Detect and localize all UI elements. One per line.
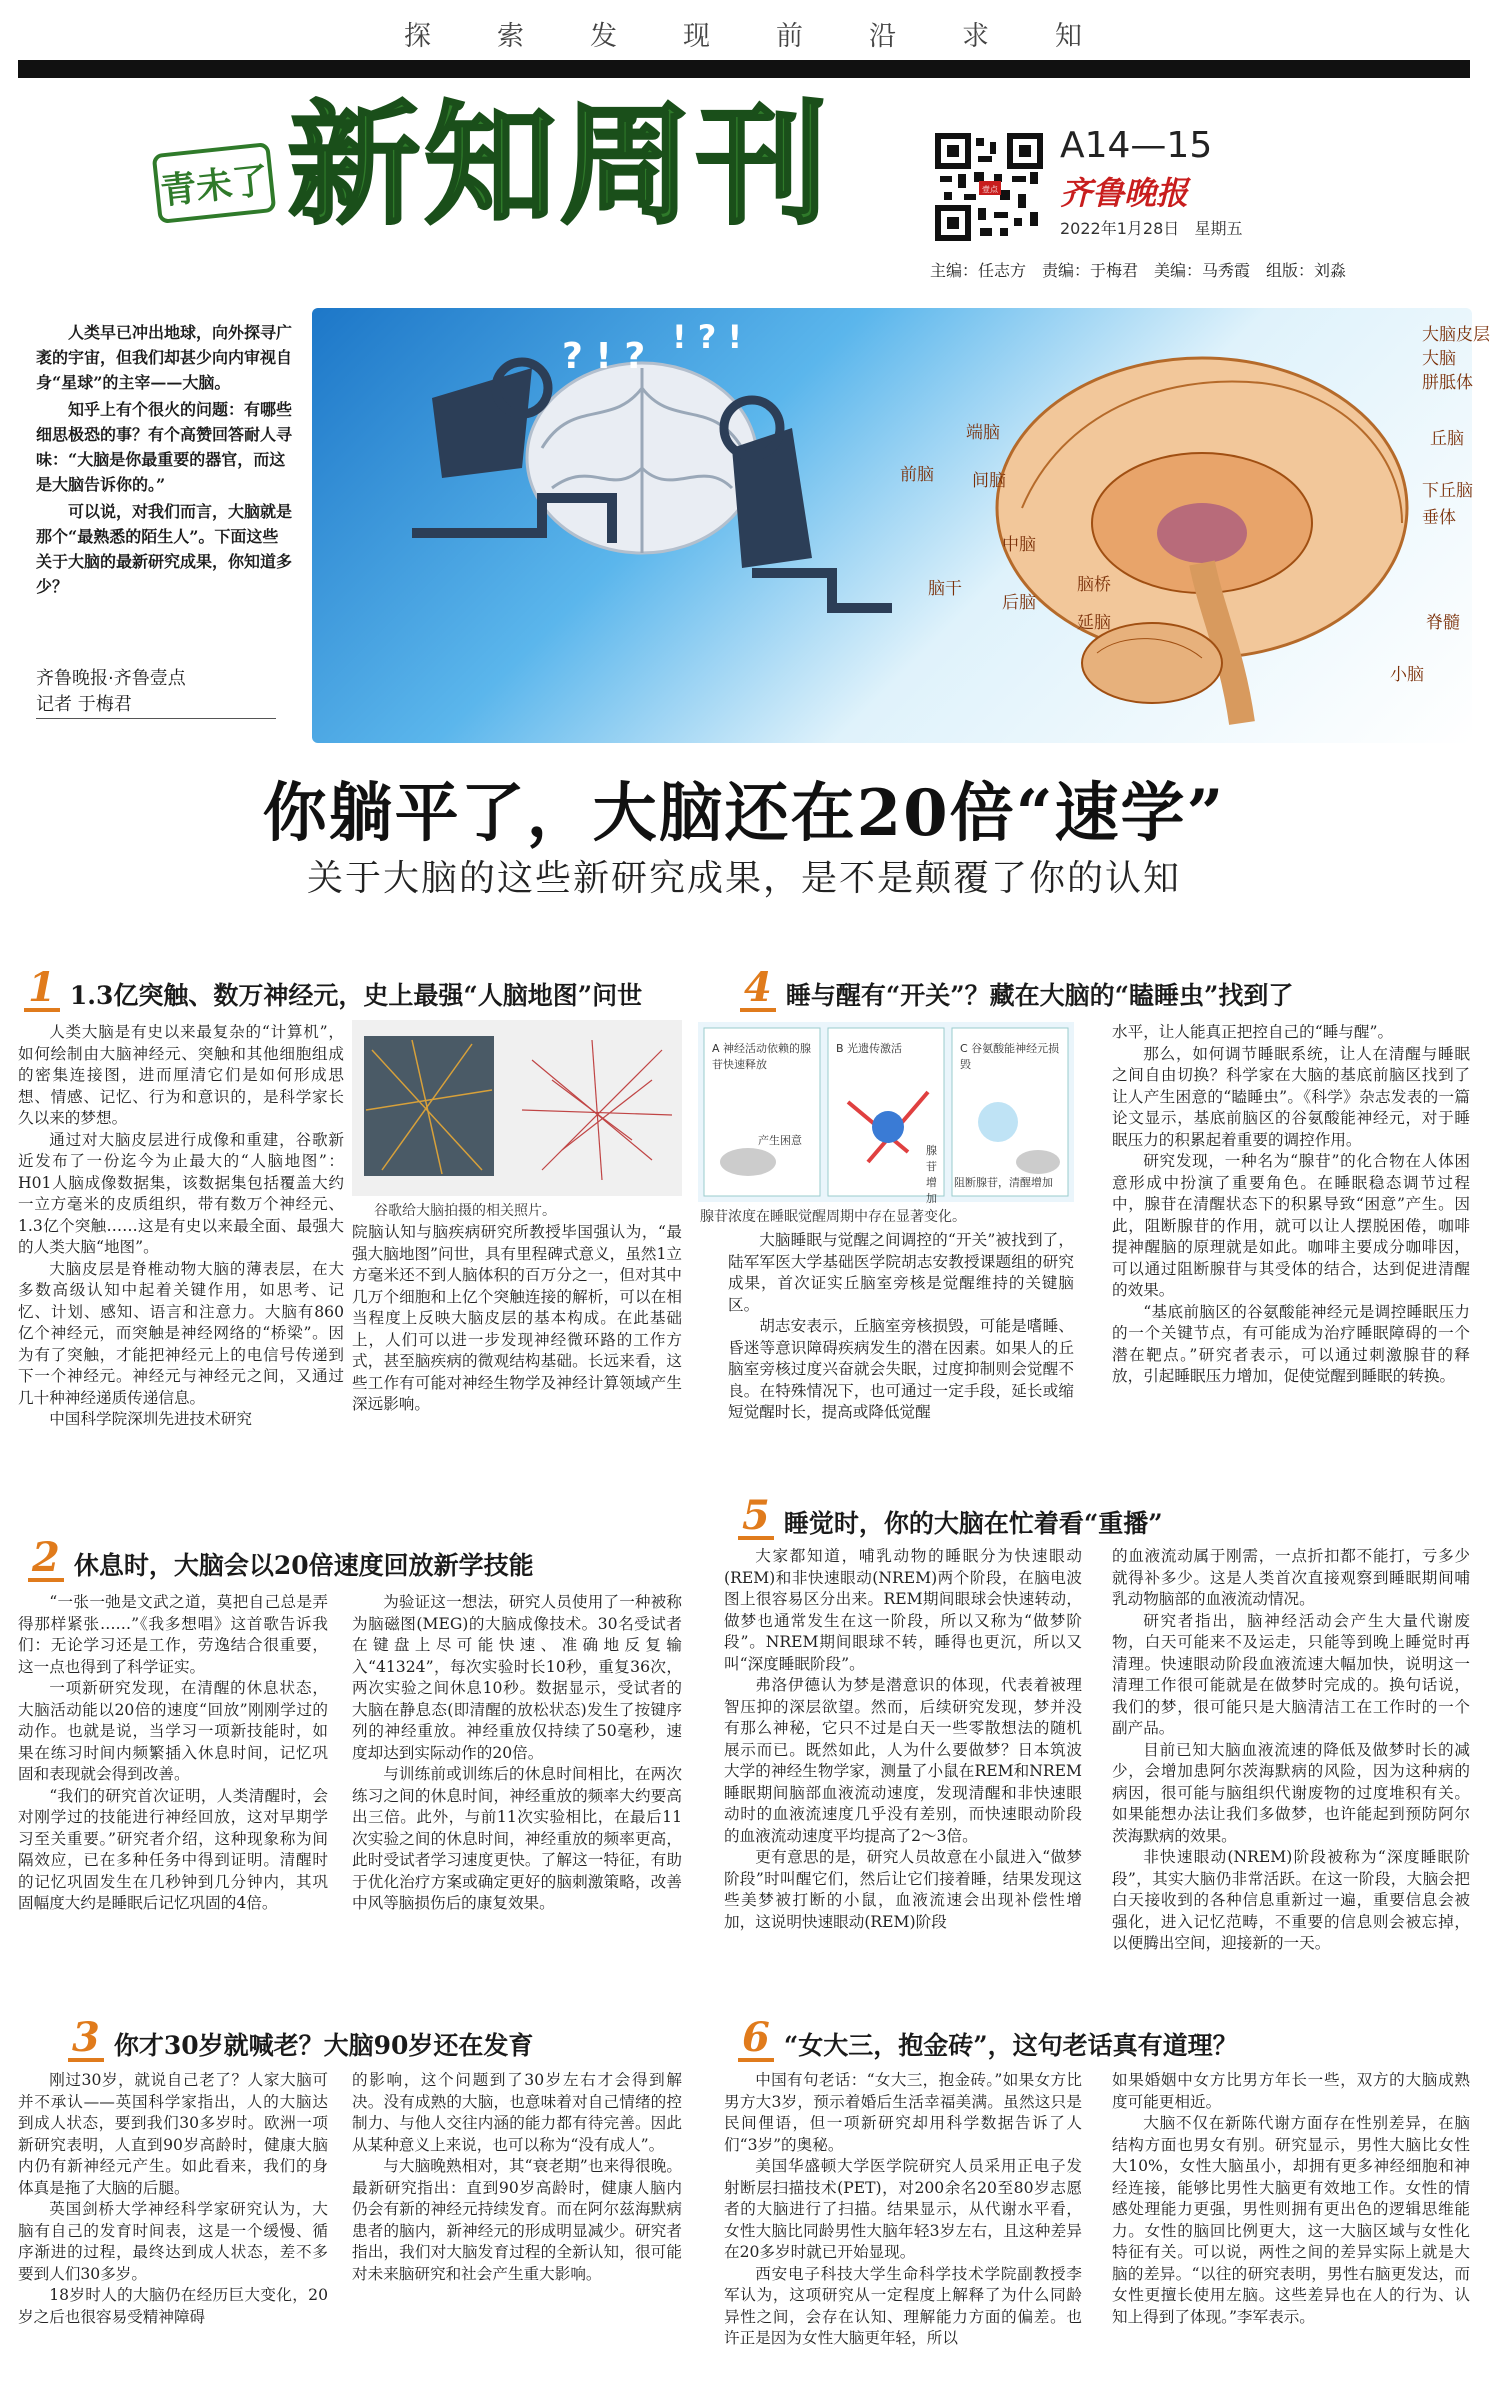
svg-text:? ! ?: ? ! ?: [562, 336, 646, 377]
slogan-char: 探: [404, 21, 433, 52]
section-number: 1: [24, 968, 60, 1012]
date-text: 2022年1月28日: [1060, 219, 1180, 238]
byline-reporter: 记者 于梅君: [36, 694, 132, 715]
paragraph: 研究者指出，脑神经活动会产生大量代谢废物，白天可能来不及运走，只能等到晚上睡觉时再清理。快速眼动阶段血液流速大幅加快，说明这一清理工作很可能就是在做梦时完成的。换句话说，我们的梦，很可能只是大脑清洁工在工作时的一个副产品。: [1112, 1611, 1470, 1737]
fig-label-block: 阻断腺苷，清醒增加: [954, 1176, 1053, 1189]
section-number: 4: [740, 968, 776, 1012]
label-forebrain: 前脑: [900, 465, 934, 485]
section-5-title: [738, 1492, 1163, 1540]
paragraph: 美国华盛顿大学医学院研究人员采用正电子发射断层扫描技术(PET)，对200余名20至80岁志愿者的大脑进行了扫描。结果显示，从代谢水平看，女性大脑比同龄男性大脑年轻3岁左右，且这种差异在20多岁时就已开始显现。: [724, 2157, 1082, 2261]
credit-layout: 组版：刘淼: [1266, 261, 1347, 280]
slogan-char: 前: [776, 21, 805, 52]
slogan-char: 知: [1055, 21, 1084, 52]
label-hindbrain: 后脑: [1002, 593, 1036, 613]
top-rule: [18, 60, 1470, 78]
section-6-column-1: [724, 2070, 1082, 2388]
mouse-icon: [1016, 1150, 1060, 1174]
fig-label-b: B 光遗传激活: [836, 1042, 903, 1055]
paragraph: 的血液流动属于刚需，一点折扣都不能打，亏多少就得补多少。这是人类首次直接观察到睡眠期间哺乳动物脑部的血液流动情况。: [1112, 1547, 1470, 1608]
paragraph: 英国剑桥大学神经科学家研究认为，大脑有自己的发育时间表，这是一个缓慢、循序渐进的过程，最终达到成人状态，差不多要到人们30多岁。: [18, 2200, 328, 2283]
label-cerebellum: 小脑: [1390, 665, 1424, 685]
neuron-icon: [872, 1111, 904, 1143]
paragraph: 一项新研究发现，在清醒的休息状态，大脑活动能以20倍的速度“回放”刚刚学过的动作。也就是说，当学习一项新技能时，如果在练习时间内频繁插入休息时间，记忆巩固和表现就会得到改善。: [18, 1679, 328, 1783]
paragraph: 大脑不仅在新陈代谢方面存在性别差异，在脑结构方面也男女有别。研究显示，男性大脑比女性大10%，女性大脑虽小，却拥有更多神经细胞和神经连接，能够比男性大脑更有效地工作。女性的情感处理能力更强，男性则拥有更出色的逻辑思维能力。女性的脑回比例更大，这一大脑区域与女性化特征有关。可以说，两性之间的差异实际上就是大脑的差异。“以往的研究表明，男性右脑更发达，而女性更擅长使用左脑。这些差异也在人的行为、认知上得到了体现。”李军表示。: [1112, 2114, 1470, 2326]
paragraph: 的影响，这个问题到了30岁左右才会得到解决。没有成熟的大脑，也意味着对自己情绪的控制力、与他人交往内涵的能力都有待完善。因此从某种意义上来说，也可以称为“没有成人”。: [352, 2071, 682, 2154]
main-subheadline: 关于大脑的这些新研究成果，是不是颠覆了你的认知: [306, 858, 1181, 899]
label-cortex: 大脑皮层: [1422, 325, 1490, 345]
page-number: A14—15: [1060, 125, 1213, 166]
paragraph: 中国有句老话：“女大三，抱金砖。”如果女方比男方大3岁，预示着婚后生活幸福美满。虽然这只是民间俚语，但一项新研究却用科学数据告诉了人们“3岁”的奥秘。: [724, 2071, 1082, 2154]
masthead-title: 新知周刊: [288, 89, 832, 243]
svg-text:! ? !: ! ? !: [672, 318, 743, 356]
intro-paragraph: 可以说，对我们而言，大脑就是那个“最熟悉的陌生人”。下面这些关于大脑的最新研究成果，你知道多少？: [36, 502, 293, 596]
section-2-title: [28, 1534, 534, 1582]
paragraph: 研究发现，一种名为“腺苷”的化合物在人体困意形成中扮演了重要角色。在睡眠稳态调节过程中，腺苷在清醒状态下的积累导致“困意”产生。因此，阻断腺苷的作用，就可以让人摆脱困倦，咖啡提神醒脑的原理就是如此。咖啡主要成分咖啡因，可以通过阻断腺苷与其受体的结合，达到促进清醒的效果。: [1112, 1152, 1470, 1299]
paragraph: “我们的研究首次证明，人类清醒时，会对刚学过的技能进行神经回放，这对早期学习至关重要。”研究者介绍，这种现象称为间隔效应，已在多种任务中得到证明。清醒时的记忆巩固发生在几秒钟到几分钟内，其巩固幅度大约是睡眠后记忆巩固的4倍。: [18, 1786, 328, 1912]
paragraph: “基底前脑区的谷氨酸能神经元是调控睡眠压力的一个关键节点，有可能成为治疗睡眠障碍的一个潜在靶点。”研究者表示，可以通过刺激腺苷的释放，引起睡眠压力增加，促使觉醒到睡眠的转换。: [1112, 1302, 1470, 1385]
paragraph: 刚过30岁，就说自己老了？人家大脑可并不承认——英国科学家指出，人的大脑达到成人状态，要到我们30多岁时。欧洲一项新研究表明，人直到90岁高龄时，健康大脑内仍有新神经元产生。如此看来，我们的身体真是拖了大脑的后腿。: [18, 2071, 328, 2197]
section-2-column-2: [352, 1592, 682, 1992]
label-medulla: 延脑: [1077, 613, 1111, 633]
section-title-text: 1.3亿突触、数万神经元，史上最强“人脑地图”问世: [69, 981, 643, 1010]
credit-editor: 责编：于梅君: [1042, 261, 1139, 280]
paragraph: 18岁时人的大脑仍在经历巨大变化，20岁之后也很容易受精神障碍: [18, 2286, 328, 2326]
section-4-title: [740, 964, 1294, 1012]
slogan-char: 现: [683, 21, 712, 52]
paragraph: 大脑睡眠与觉醒之间调控的“开关”被找到了，陆军军医大学基础医学院胡志安教授课题组的研究成果，首次证实丘脑室旁核是觉醒维持的关键脑区。: [728, 1231, 1074, 1314]
paragraph: 那么，如何调节睡眠系统，让人在清醒与睡眠之间自由切换？科学家在大脑的基底前脑区找到了让人产生困意的“瞌睡虫”。《科学》杂志发表的一篇论文显示，基底前脑区的谷氨酸能神经元，对于睡眠压力的积累起着重要的调控作用。: [1112, 1044, 1470, 1149]
fig-label-c: C 谷氨酸能神经元损毁: [960, 1042, 1060, 1071]
paragraph: 与大脑晚熟相对，其“衰老期”也来得很晚。最新研究指出：直到90岁高龄时，健康人脑内仍会有新的神经元持续发育。而在阿尔兹海默病患者的脑内，新神经元的形成明显减少。研究者指出，我们对大脑发育过程的全新认知，很可能对未来脑研究和社会产生重大影响。: [352, 2157, 682, 2283]
paragraph: 与训练前或训练后的休息时间相比，在两次练习之间的休息时间，神经重放的频率大约要高出三倍。此外，与前11次实验相比，在最后11次实验之间的休息时间，神经重放的频率更高，此时受试者学习速度更快。了解这一特征，有助于优化治疗方案或确定更好的脑刺激策略，改善中风等脑损伤后的康复效果。: [352, 1765, 682, 1912]
label-pons: 脑桥: [1077, 575, 1111, 595]
slogan-char: 发: [590, 21, 619, 52]
adenosine-figure: [698, 1022, 1074, 1205]
label-telencephalon: 端脑: [966, 423, 1000, 443]
section-2-column-1: [18, 1592, 328, 1992]
label-spinal-cord: 脊髓: [1426, 613, 1460, 633]
section-4-column-2: [1112, 1022, 1470, 1512]
issue-date: [1060, 216, 1243, 239]
label-hypothalamus: 下丘脑: [1422, 481, 1473, 501]
section-title-text: 睡觉时，你的大脑在忙着看“重播”: [783, 1509, 1163, 1538]
brain-region-icon: [978, 1102, 1018, 1142]
section-5-column-1: [724, 1546, 1082, 2000]
section-5-column-2: [1112, 1546, 1470, 2000]
paragraph: “一张一弛是文武之道，莫把自己总是弄得那样紧张……”《我多想唱》这首歌告诉我们：无论学习还是工作，劳逸结合很重要，这一点也得到了科学证实。: [18, 1593, 328, 1676]
paragraph: 弗洛伊德认为梦是潜意识的体现，代表着被理智压抑的深层欲望。然而，后续研究发现，梦并没有那么神秘，它只不过是白天一些零散想法的随机展示而已。既然如此，人为什么要做梦？日本筑波大学的神经生物学家，测量了小鼠在REM和NREM睡眠期间脑部血液流动速度，发现清醒和非快速眼动时的血液流速度几乎没有差别，而快速眼动阶段的血液流动速度平均提高了2～3倍。: [724, 1676, 1082, 1845]
paragraph: 院脑认知与脑疾病研究所教授毕国强认为，“最强大脑地图”问世，具有里程碑式意义，虽然1立方毫米还不到人脑体积的百万分之一，但对其中几万个细胞和上亿个突触连接的解析，可以在相当程度上反映大脑皮层的基本构成。在此基础上，人们可以进一步发现神经微环路的工作方式，甚至脑疾病的微观结构基础。长远来看，这些工作有可能对神经生物学及神经计算领域产生深远影响。: [352, 1223, 682, 1413]
paragraph: 胡志安表示，丘脑室旁核损毁，可能是嗜睡、昏迷等意识障碍疾病发生的潜在因素。如果人的丘脑室旁核过度兴奋就会失眠，过度抑制则会觉醒不良。在特殊情况下，也可通过一定手段，延长或缩短觉醒时长，提高或降低觉醒: [728, 1317, 1074, 1421]
byline-source: 齐鲁晚报·齐鲁壹点: [36, 668, 186, 689]
brain-illustration: [527, 363, 757, 553]
top-slogan: [0, 14, 1488, 53]
section-3-title: [68, 2014, 534, 2062]
paragraph: 人类大脑是有史以来最复杂的“计算机”，如何绘制由大脑神经元、突触和其他细胞组成的密集连接图，进而厘清它们是如何形成思想、情感、记忆、行为和意识的，是科学家长久以来的梦想。: [18, 1023, 344, 1127]
intro-paragraph: 人类早已冲出地球，向外探寻广袤的宇宙，但我们却甚少向内审视自身“星球”的主宰——大脑。: [36, 323, 293, 392]
label-cerebrum: 大脑: [1422, 349, 1456, 369]
section-number: 6: [738, 2018, 774, 2062]
section-1-column-2: [352, 1222, 682, 1512]
section-6-column-2: [1112, 2070, 1470, 2388]
intro-paragraph: 知乎上有个很火的问题：有哪些细思极恐的事？有个高赞回答耐人寻味：“大脑是你最重要的器官，而这是大脑告诉你的。”: [36, 400, 293, 494]
hero-art: [312, 308, 1472, 743]
label-brainstem: 脑干: [928, 579, 962, 599]
paragraph: 为验证这一想法，研究人员使用了一种被称为脑磁图(MEG)的大脑成像技术。30名受试者在键盘上尽可能快速、准确地反复输入“41324”，每次实验时长10秒，重复36次，两次实验之间休息10秒。数据显示，受试者的大脑在静息态(即清醒的放松状态)发生了按键序列的神经重放。神经重放仅持续了50毫秒，速度却达到实际动作的20倍。: [352, 1593, 682, 1762]
paragraph: 目前已知大脑血液流速的降低及做梦时长的减少，会增加患阿尔茨海默病的风险，因为这种病的病因，很可能与脑组织代谢废物的过度堆积有关。如果能想办法让我们多做梦，也许能起到预防阿尔茨海默病的效果。: [1112, 1740, 1470, 1845]
paragraph: 水平，让人能真正把控自己的“睡与醒”。: [1112, 1023, 1394, 1041]
intro-text: [36, 320, 292, 601]
paragraph: 更有意思的是，研究人员故意在小鼠进入“做梦阶段”时叫醒它们，然后让它们接着睡，结果发现这些美梦被打断的小鼠，血液流速会出现补偿性增加，这说明快速眼动(REM)阶段: [724, 1848, 1082, 1931]
brain-map-photo: [352, 1020, 682, 1196]
label-corpus-callosum: 胼胝体: [1422, 373, 1473, 393]
paragraph: 中国科学院深圳先进技术研究: [49, 1410, 252, 1428]
section-1-caption: 谷歌给大脑拍摄的相关照片。: [374, 1203, 556, 1219]
label-pituitary: 垂体: [1422, 508, 1456, 528]
paper-name: 齐鲁晚报: [1060, 174, 1189, 212]
fig-label-increase: 腺苷增加: [926, 1144, 937, 1205]
section-4-column-1: [728, 1230, 1074, 1510]
qr-code-icon[interactable]: [934, 132, 1044, 242]
section-number: 2: [28, 1538, 64, 1582]
section-3-column-2: [352, 2070, 682, 2388]
label-diencephalon: 间脑: [972, 471, 1006, 491]
byline-rule: [36, 718, 276, 719]
brand-logo: 青未了: [152, 142, 277, 224]
paragraph: 大脑皮层是脊椎动物大脑的薄表层，在大多数高级认知中起着关键作用，如思考、记忆、计划、感知、语言和注意力。大脑有860亿个神经元，而突触是神经网络的“桥梁”。因为有了突触，才能把神经元上的电信号传递到下一个神经元。神经元与神经元之间，又通过几十种神经递质传递信息。: [18, 1259, 344, 1407]
section-number: 5: [738, 1496, 774, 1540]
editor-credits: [930, 258, 1346, 281]
slogan-char: 求: [962, 21, 991, 52]
section-title-text: 休息时，大脑会以20倍速度回放新学技能: [73, 1551, 534, 1580]
section-3-column-1: [18, 2070, 328, 2388]
mouse-icon: [720, 1148, 776, 1176]
paragraph: 如果婚姻中女方比男方年长一些，双方的大脑成熟度可能更相近。: [1112, 2071, 1470, 2111]
section-title-text: “女大三，抱金砖”，这句老话真有道理？: [783, 2031, 1238, 2060]
slogan-char: 索: [497, 21, 526, 52]
byline: [36, 666, 186, 718]
section-1-column-1: [18, 1022, 344, 1502]
section-title-text: 睡与醒有“开关”？藏在大脑的“瞌睡虫”找到了: [785, 981, 1294, 1010]
fig-label-sleepy: 产生困意: [758, 1134, 802, 1147]
section-1-title: [24, 964, 643, 1012]
main-headline: 你躺平了，大脑还在20倍“速学”: [262, 776, 1226, 851]
paragraph: 大家都知道，哺乳动物的睡眠分为快速眼动(REM)和非快速眼动(NREM)两个阶段，在脑电波图上很容易区分出来。REM期间眼球会快速转动，做梦也通常发生在这一阶段，所以又称为“做梦阶段”。NREM期间眼球不转，睡得也更沉，所以又叫“深度睡眠阶段”。: [724, 1547, 1082, 1673]
credit-chief-editor: 主编：任志方: [930, 261, 1027, 280]
paragraph: 非快速眼动(NREM)阶段被称为“深度睡眠阶段”，其实大脑仍非常活跃。在这一阶段，大脑会把白天接收到的各种信息重新过一遍，重要信息会被强化，进入记忆范畴，不重要的信息则会被忘掉，以便腾出空间，迎接新的一天。: [1112, 1848, 1470, 1952]
section-number: 3: [68, 2018, 104, 2062]
weekday-text: 星期五: [1194, 219, 1243, 238]
label-thalamus: 丘脑: [1430, 429, 1464, 449]
section-4-caption: 腺苷浓度在睡眠觉醒周期中存在显著变化。: [700, 1209, 966, 1225]
credit-art-editor: 美编：马秀霞: [1154, 261, 1251, 280]
label-midbrain: 中脑: [1002, 535, 1036, 555]
section-6-title: [738, 2014, 1238, 2062]
fig-label-a: A 神经活动依赖的腺苷快速释放: [712, 1042, 812, 1071]
paragraph: 通过对大脑皮层进行成像和重建，谷歌新近发布了一份迄今为止最大的“人脑地图”：H01人脑成像数据集，该数据集包括覆盖大约一立方毫米的皮质组织，带有数万个神经元、1.3亿个突触……这是有史以来最全面、最强大的人类大脑“地图”。: [18, 1130, 344, 1256]
section-title-text: 你才30岁就喊老？大脑90岁还在发育: [113, 2031, 534, 2060]
slogan-char: 沿: [869, 21, 898, 52]
hero-illustration: [312, 308, 1490, 743]
qr-label: 壹点: [982, 185, 998, 194]
paragraph: 西安电子科技大学生命科学技术学院副教授李军认为，这项研究从一定程度上解释了为什么同龄异性之间，会存在认知、理解能力方面的偏差。也许正是因为女性大脑更年轻，所以: [724, 2264, 1082, 2347]
